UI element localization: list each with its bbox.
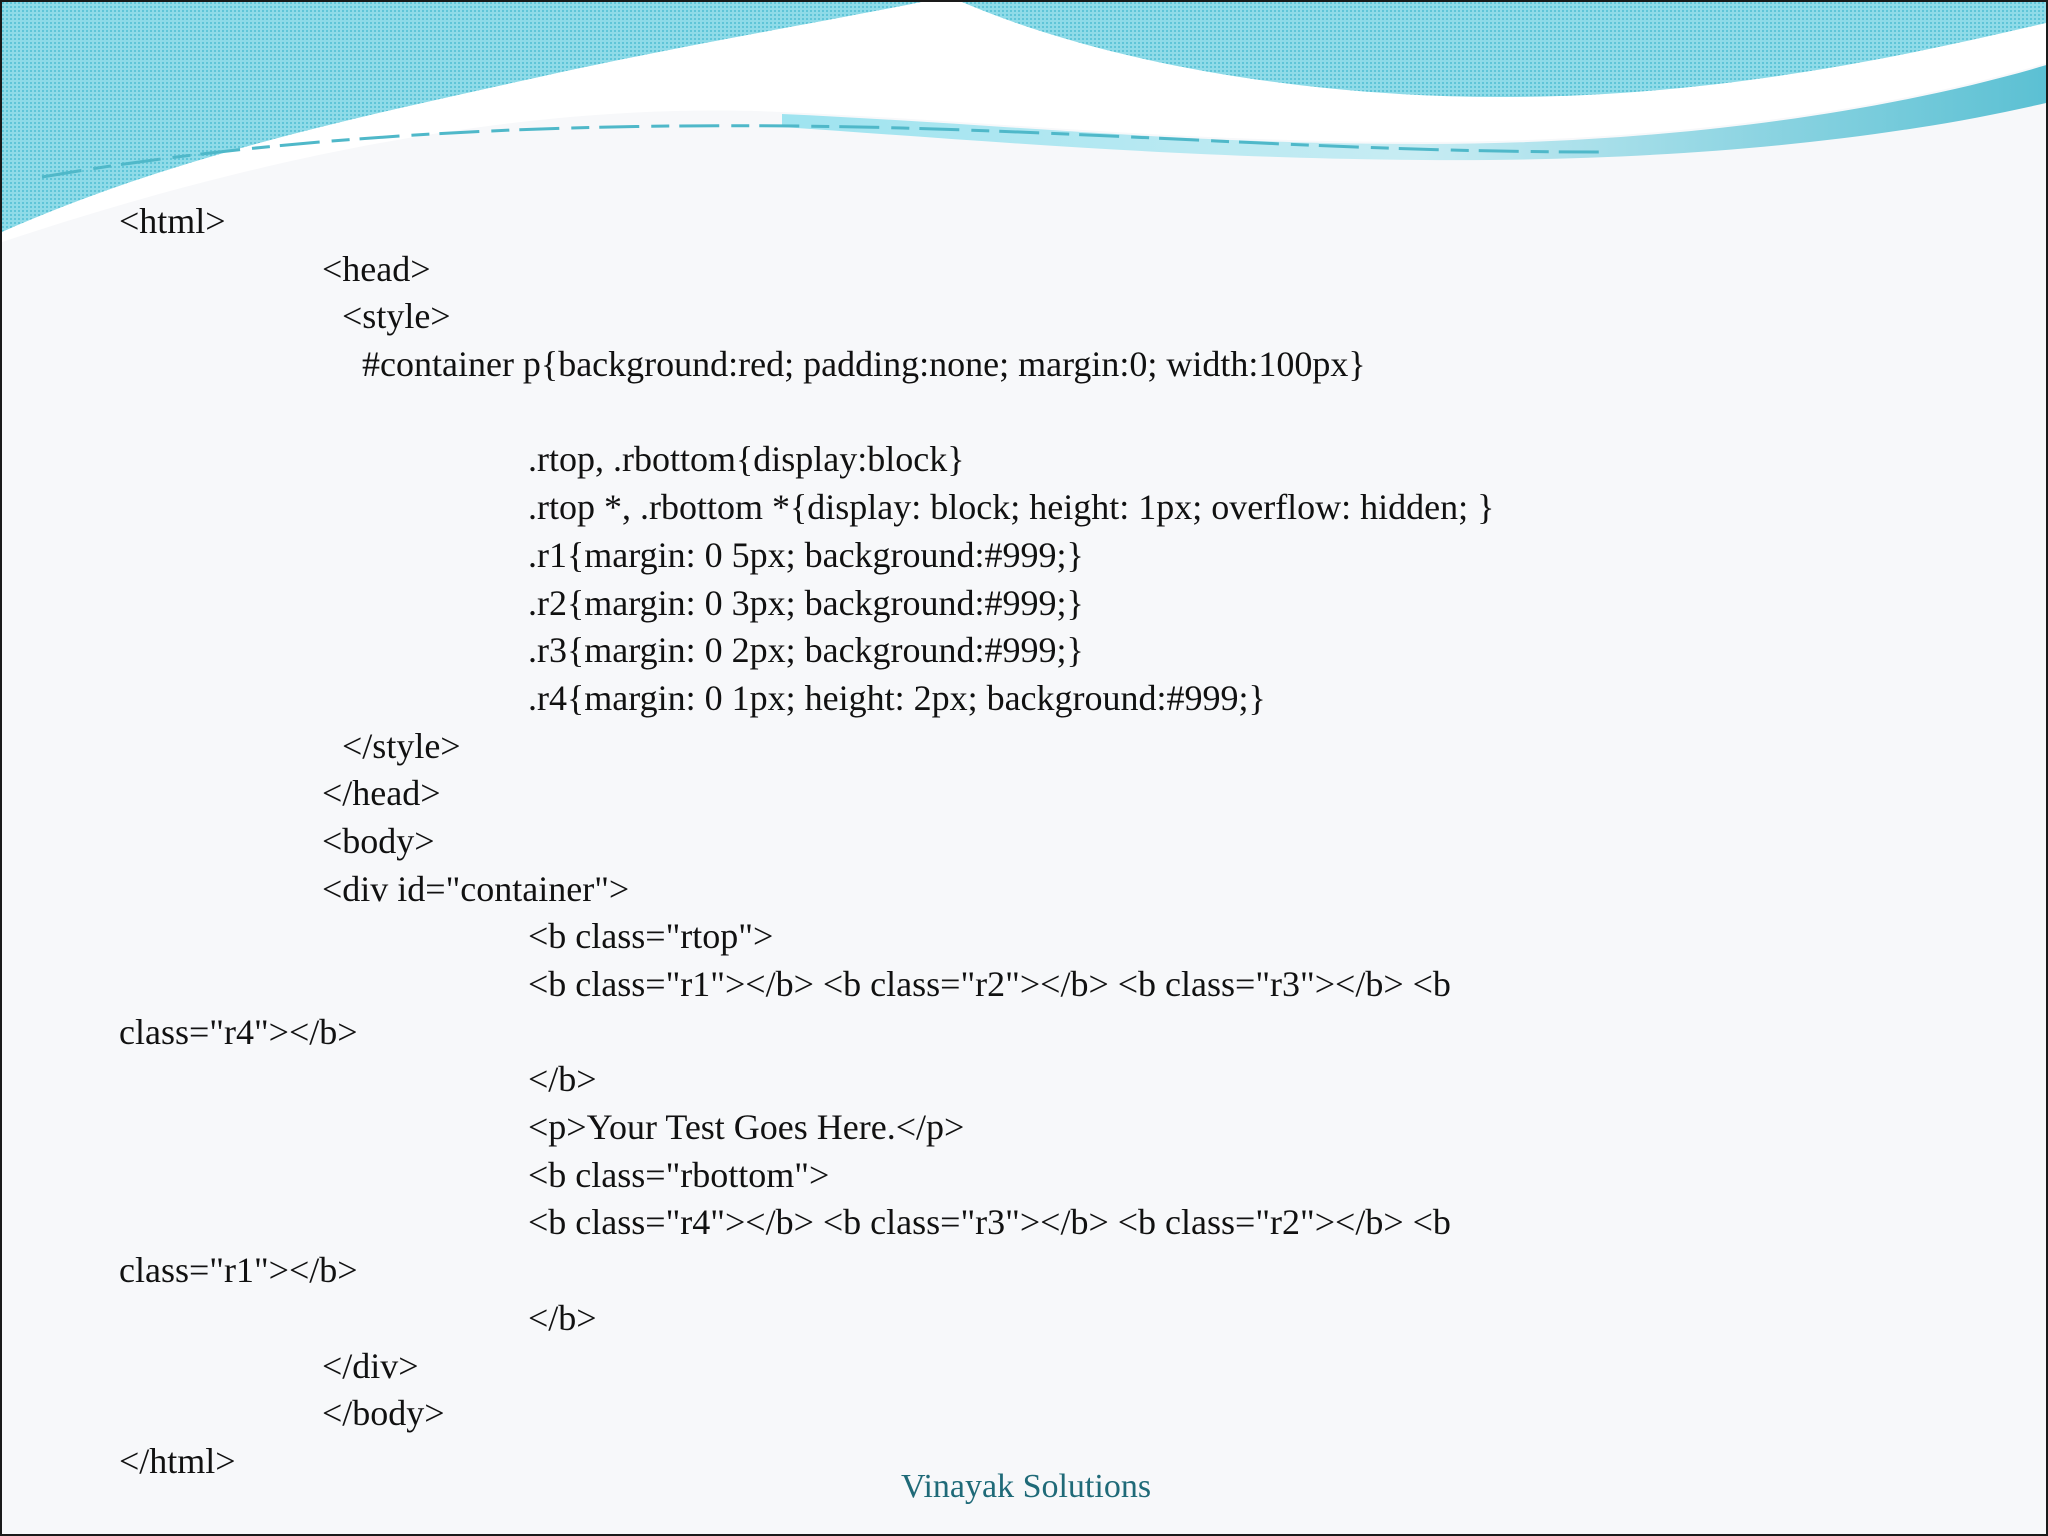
code-line [2, 198, 2048, 246]
code-text: <head> [322, 248, 431, 289]
code-line [2, 1056, 2048, 1104]
code-line [2, 580, 2048, 628]
code-text: class="r4"></b> [119, 1011, 358, 1052]
code-text: <div id="container"> [322, 868, 630, 909]
code-text: .rtop, .rbottom{display:block} [528, 439, 965, 480]
code-text: class="r1"></b> [119, 1250, 358, 1291]
code-text: <b class="r4"></b> <b class="r3"></b> <b class="r2"></b> <b [528, 1202, 1451, 1243]
code-line [2, 770, 2048, 818]
code-text: </head> [322, 773, 441, 814]
code-text: </b> [528, 1059, 597, 1100]
code-line [2, 484, 2048, 532]
code-text: .r2{margin: 0 3px; background:#999;} [528, 582, 1084, 623]
code-line [2, 723, 2048, 771]
code-text: <style> [342, 296, 451, 337]
code-text: #container p{background:red; padding:none; margin:0; width:100px} [362, 344, 1366, 385]
code-line [2, 532, 2048, 580]
code-line [2, 293, 2048, 341]
code-line [2, 246, 2048, 294]
code-line [2, 1152, 2048, 1200]
code-text: .r4{margin: 0 1px; height: 2px; background:#999;} [528, 677, 1266, 718]
code-text: <b class="rbottom"> [528, 1154, 830, 1195]
code-line [2, 1390, 2048, 1438]
code-text: <body> [322, 820, 435, 861]
code-text: </b> [528, 1297, 597, 1338]
code-line [2, 1295, 2048, 1343]
code-line [2, 341, 2048, 389]
code-text: <p>Your Test Goes Here.</p> [528, 1107, 965, 1148]
code-line [2, 913, 2048, 961]
code-line [2, 627, 2048, 675]
code-line [2, 1199, 2048, 1247]
code-line [2, 866, 2048, 914]
code-line [2, 961, 2048, 1009]
code-line [2, 818, 2048, 866]
code-text: </html> [119, 1440, 236, 1481]
code-text: </body> [322, 1393, 445, 1434]
code-text: <html> [119, 201, 226, 241]
code-text: .r3{margin: 0 2px; background:#999;} [528, 630, 1084, 671]
code-text: .r1{margin: 0 5px; background:#999;} [528, 534, 1084, 575]
code-text: </style> [342, 725, 461, 766]
code-line [2, 436, 2048, 484]
code-line [2, 1343, 2048, 1391]
footer-company-name: Vinayak Solutions [900, 1468, 1152, 1505]
code-text: <b class="r1"></b> <b class="r2"></b> <b class="r3"></b> <b [528, 964, 1451, 1004]
code-line [2, 1104, 2048, 1152]
code-line [2, 1009, 2048, 1057]
code-line [2, 675, 2048, 723]
code-line-blank [2, 389, 2048, 437]
code-line [2, 1247, 2048, 1295]
code-listing [2, 198, 2048, 1486]
code-text: <b class="rtop"> [528, 916, 774, 957]
code-text: .rtop *, .rbottom *{display: block; height: 1px; overflow: hidden; } [528, 487, 1495, 528]
code-text: </div> [322, 1345, 419, 1386]
